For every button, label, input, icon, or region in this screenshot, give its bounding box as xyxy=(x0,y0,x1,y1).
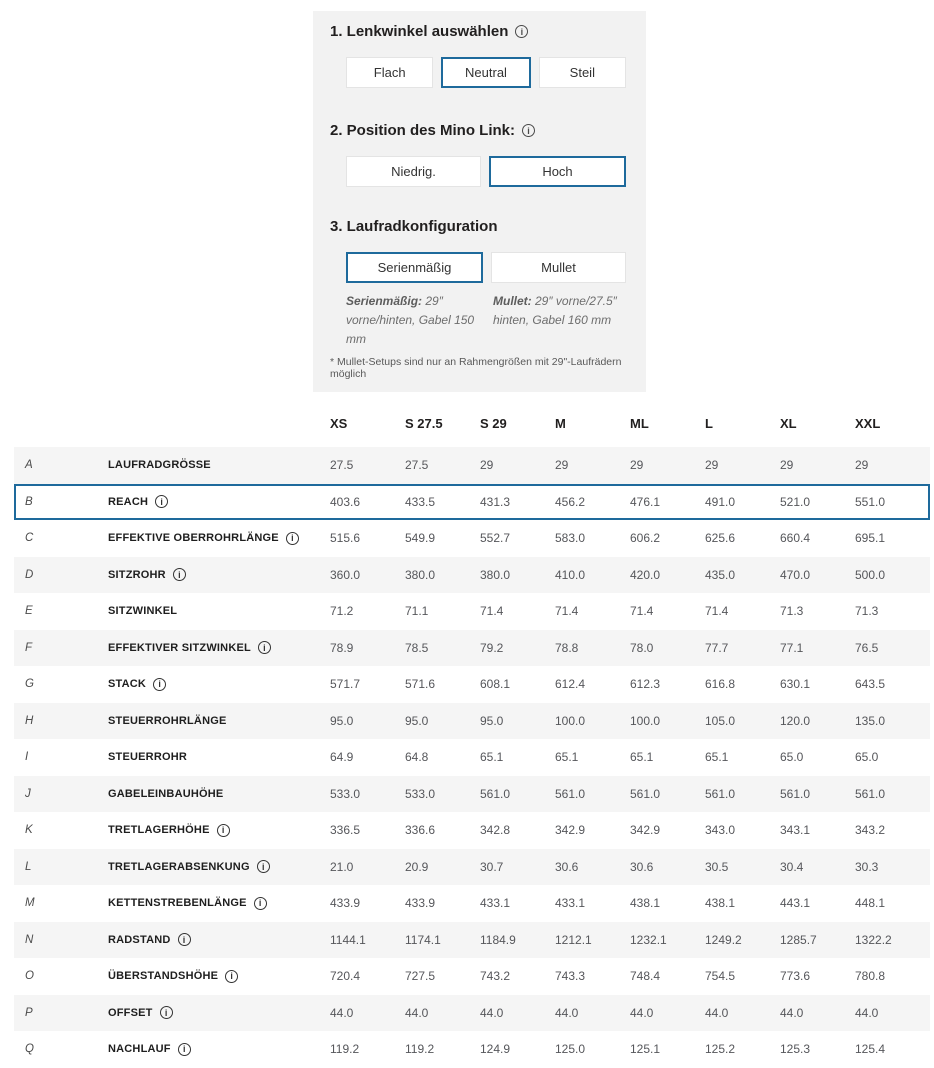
row-value: 78.0 xyxy=(630,640,654,655)
row-value: 71.4 xyxy=(630,604,654,619)
row-value: 29 xyxy=(705,458,719,473)
row-value: 125.4 xyxy=(855,1042,886,1057)
row-value: 561.0 xyxy=(855,786,886,801)
info-icon[interactable]: i xyxy=(160,1006,173,1019)
row-value: 606.2 xyxy=(630,531,661,546)
row-value: 533.0 xyxy=(330,786,361,801)
row-value: 77.7 xyxy=(705,640,729,655)
step-2-title xyxy=(330,122,646,139)
row-value: 78.8 xyxy=(555,640,579,655)
option-steil[interactable]: Steil xyxy=(539,57,626,88)
row-value: 119.2 xyxy=(330,1042,360,1057)
row-label-text: RADSTAND xyxy=(108,933,171,946)
row-value: 71.3 xyxy=(855,604,879,619)
row-value: 1322.2 xyxy=(855,932,892,947)
row-value: 71.4 xyxy=(555,604,579,619)
row-value: 44.0 xyxy=(780,1005,804,1020)
row-label xyxy=(108,788,330,800)
row-value: 660.4 xyxy=(780,531,811,546)
column-header-xxl: XXL xyxy=(855,416,881,431)
row-letter: J xyxy=(25,787,31,800)
row-label-text: TRETLAGERABSENKUNG xyxy=(108,860,250,873)
step-1-title xyxy=(330,23,646,40)
row-value: 71.4 xyxy=(705,604,729,619)
row-label-text: KETTENSTREBENLÄNGE xyxy=(108,897,247,910)
row-value: 44.0 xyxy=(705,1005,729,1020)
row-value: 438.1 xyxy=(705,896,736,911)
column-header-s-29: S 29 xyxy=(480,416,507,431)
serienmaessig-description-prefix: Serienmäßig: xyxy=(346,294,423,308)
option-serienmaessig[interactable]: Serienmäßig xyxy=(346,252,483,283)
row-label-text: GABELEINBAUHÖHE xyxy=(108,787,224,800)
row-letter: H xyxy=(25,714,34,727)
row-value: 561.0 xyxy=(780,786,811,801)
row-value: 748.4 xyxy=(630,969,661,984)
row-label-text: NACHLAUF xyxy=(108,1043,171,1056)
row-value: 27.5 xyxy=(330,458,354,473)
column-header-l: L xyxy=(705,416,713,431)
row-label-text: SITZROHR xyxy=(108,568,166,581)
row-label xyxy=(108,970,330,983)
geo-row-N[interactable] xyxy=(14,922,930,959)
row-label-text: EFFEKTIVER SITZWINKEL xyxy=(108,641,251,654)
row-value: 71.1 xyxy=(405,604,429,619)
row-value: 21.0 xyxy=(330,859,354,874)
row-value: 561.0 xyxy=(630,786,661,801)
row-value: 27.5 xyxy=(405,458,429,473)
row-value: 561.0 xyxy=(705,786,736,801)
row-value: 643.5 xyxy=(855,677,886,692)
row-value: 30.5 xyxy=(705,859,729,874)
row-value: 583.0 xyxy=(555,531,586,546)
row-value: 433.9 xyxy=(405,896,436,911)
option-mullet[interactable]: Mullet xyxy=(491,252,626,283)
row-value: 476.1 xyxy=(630,494,661,509)
row-label xyxy=(108,641,330,654)
row-value: 571.6 xyxy=(405,677,436,692)
row-value: 630.1 xyxy=(780,677,811,692)
row-value: 612.3 xyxy=(630,677,661,692)
row-value: 95.0 xyxy=(480,713,504,728)
row-letter: I xyxy=(25,751,29,764)
row-value: 608.1 xyxy=(480,677,511,692)
info-icon[interactable]: i xyxy=(153,678,166,691)
row-label xyxy=(108,751,330,763)
option-niedrig[interactable]: Niedrig. xyxy=(346,156,481,187)
row-value: 780.8 xyxy=(855,969,886,984)
column-header-m: M xyxy=(555,416,566,431)
row-value: 30.6 xyxy=(630,859,654,874)
row-label xyxy=(108,678,330,691)
row-label xyxy=(108,459,330,471)
row-letter: C xyxy=(25,532,34,545)
row-value: 500.0 xyxy=(855,567,886,582)
row-value: 433.9 xyxy=(330,896,361,911)
row-value: 552.7 xyxy=(480,531,511,546)
row-letter: K xyxy=(25,824,33,837)
row-value: 431.3 xyxy=(480,494,511,509)
row-value: 44.0 xyxy=(630,1005,654,1020)
row-letter: A xyxy=(25,459,33,472)
row-value: 616.8 xyxy=(705,677,736,692)
geo-row-H[interactable] xyxy=(14,703,930,740)
row-label-text: STEUERROHR xyxy=(108,751,188,764)
row-value: 125.2 xyxy=(705,1042,736,1057)
row-value: 403.6 xyxy=(330,494,361,509)
option-flach[interactable]: Flach xyxy=(346,57,433,88)
geo-row-D[interactable] xyxy=(14,557,930,594)
geo-row-E[interactable] xyxy=(14,593,930,630)
row-label xyxy=(108,860,330,873)
row-label-text: ÜBERSTANDSHÖHE xyxy=(108,970,219,983)
geo-row-C[interactable] xyxy=(14,520,930,557)
row-value: 105.0 xyxy=(705,713,736,728)
row-value: 95.0 xyxy=(330,713,354,728)
row-letter: Q xyxy=(25,1043,34,1056)
row-value: 360.0 xyxy=(330,567,361,582)
row-value: 561.0 xyxy=(555,786,586,801)
row-value: 100.0 xyxy=(555,713,586,728)
column-header-xl: XL xyxy=(780,416,797,431)
serienmaessig-description xyxy=(346,292,479,350)
row-value: 410.0 xyxy=(555,567,586,582)
option-hoch[interactable]: Hoch xyxy=(489,156,626,187)
row-value: 448.1 xyxy=(855,896,886,911)
row-value: 77.1 xyxy=(780,640,804,655)
row-value: 433.1 xyxy=(555,896,586,911)
row-value: 64.8 xyxy=(405,750,429,765)
row-value: 65.1 xyxy=(630,750,654,765)
row-value: 551.0 xyxy=(855,494,886,509)
info-icon[interactable]: i xyxy=(257,860,270,873)
row-value: 44.0 xyxy=(480,1005,504,1020)
row-value: 65.1 xyxy=(705,750,729,765)
info-icon[interactable]: i xyxy=(178,933,191,946)
row-value: 470.0 xyxy=(780,567,811,582)
mullet-description-text: 29″ vorne/27.5″ hinten, Gabel 160 mm xyxy=(493,294,617,328)
row-value: 743.3 xyxy=(555,969,586,984)
row-value: 533.0 xyxy=(405,786,436,801)
row-letter: E xyxy=(25,605,33,618)
row-value: 435.0 xyxy=(705,567,736,582)
row-value: 343.2 xyxy=(855,823,886,838)
row-value: 65.0 xyxy=(855,750,879,765)
row-value: 125.1 xyxy=(630,1042,661,1057)
info-icon[interactable]: i xyxy=(217,824,230,837)
wheel-config-descriptions xyxy=(346,292,626,350)
row-value: 44.0 xyxy=(405,1005,429,1020)
row-label-text: EFFEKTIVE OBERROHRLÄNGE xyxy=(108,532,279,545)
row-value: 456.2 xyxy=(555,494,586,509)
info-icon[interactable]: i xyxy=(515,25,528,38)
geo-row-P[interactable] xyxy=(14,995,930,1032)
row-label xyxy=(108,1006,330,1019)
row-value: 29 xyxy=(780,458,794,473)
row-value: 336.5 xyxy=(330,823,361,838)
option-neutral[interactable]: Neutral xyxy=(441,57,530,88)
row-value: 380.0 xyxy=(405,567,436,582)
geo-row-L[interactable] xyxy=(14,849,930,886)
row-letter: P xyxy=(25,1006,33,1019)
lenkwinkel-options xyxy=(346,57,626,88)
row-value: 135.0 xyxy=(855,713,886,728)
wheel-config-options xyxy=(346,252,626,283)
geo-row-G[interactable] xyxy=(14,666,930,703)
geometry-table xyxy=(14,400,930,1068)
row-value: 78.9 xyxy=(330,640,354,655)
geo-row-A[interactable] xyxy=(14,447,930,484)
step-3-title-text: 3. Laufradkonfiguration xyxy=(330,218,498,235)
row-value: 29 xyxy=(855,458,869,473)
geo-row-I[interactable] xyxy=(14,739,930,776)
geo-row-O[interactable] xyxy=(14,958,930,995)
row-value: 695.1 xyxy=(855,531,886,546)
info-icon[interactable]: i xyxy=(254,897,267,910)
row-value: 342.8 xyxy=(480,823,511,838)
row-value: 491.0 xyxy=(705,494,736,509)
row-letter: M xyxy=(25,897,35,910)
row-value: 20.9 xyxy=(405,859,429,874)
row-value: 343.1 xyxy=(780,823,811,838)
row-value: 612.4 xyxy=(555,677,586,692)
row-letter: D xyxy=(25,568,34,581)
row-value: 433.1 xyxy=(480,896,511,911)
row-label xyxy=(108,933,330,946)
row-value: 65.1 xyxy=(555,750,579,765)
row-label-text: SITZWINKEL xyxy=(108,605,178,618)
row-value: 443.1 xyxy=(780,896,811,911)
step-2-title-text: 2. Position des Mino Link: xyxy=(330,122,516,139)
row-value: 561.0 xyxy=(480,786,511,801)
row-value: 515.6 xyxy=(330,531,361,546)
row-label-text: STACK xyxy=(108,678,147,691)
row-value: 1232.1 xyxy=(630,932,667,947)
info-icon[interactable]: i xyxy=(522,124,535,137)
mullet-footnote: * Mullet-Setups sind nur an Rahmengrößen mit 29"-Laufrädern möglich xyxy=(330,356,622,380)
row-value: 79.2 xyxy=(480,640,504,655)
row-label xyxy=(108,605,330,617)
row-label-text: TRETLAGERHÖHE xyxy=(108,824,210,837)
info-icon[interactable]: i xyxy=(225,970,238,983)
row-value: 1174.1 xyxy=(405,932,441,947)
info-icon[interactable]: i xyxy=(178,1043,191,1056)
row-value: 571.7 xyxy=(330,677,361,692)
row-value: 720.4 xyxy=(330,969,361,984)
column-header-ml: ML xyxy=(630,416,649,431)
row-value: 124.9 xyxy=(480,1042,511,1057)
row-letter: O xyxy=(25,970,34,983)
row-label xyxy=(108,897,330,910)
row-value: 380.0 xyxy=(480,567,511,582)
info-icon[interactable]: i xyxy=(286,532,299,545)
row-value: 78.5 xyxy=(405,640,429,655)
info-icon[interactable]: i xyxy=(258,641,271,654)
info-icon[interactable]: i xyxy=(173,568,186,581)
geo-row-J[interactable] xyxy=(14,776,930,813)
row-letter: G xyxy=(25,678,34,691)
row-value: 44.0 xyxy=(330,1005,354,1020)
row-value: 342.9 xyxy=(555,823,586,838)
mullet-description xyxy=(493,292,626,350)
serienmaessig-description-text: 29″ vorne/hinten, Gabel 150 mm xyxy=(346,294,475,347)
row-value: 1249.2 xyxy=(705,932,742,947)
mino-link-options xyxy=(346,156,626,187)
row-letter: B xyxy=(25,495,33,508)
row-value: 30.7 xyxy=(480,859,504,874)
geo-row-K[interactable] xyxy=(14,812,930,849)
row-value: 743.2 xyxy=(480,969,511,984)
row-value: 1285.7 xyxy=(780,932,817,947)
row-label xyxy=(108,532,330,545)
geo-table-body xyxy=(14,447,930,1068)
row-letter: N xyxy=(25,933,34,946)
geo-row-Q[interactable] xyxy=(14,1031,930,1068)
row-value: 420.0 xyxy=(630,567,661,582)
info-icon[interactable]: i xyxy=(155,495,168,508)
row-value: 773.6 xyxy=(780,969,811,984)
row-value: 120.0 xyxy=(780,713,811,728)
column-header-s-27-5: S 27.5 xyxy=(405,416,443,431)
row-value: 64.9 xyxy=(330,750,354,765)
geo-row-M[interactable] xyxy=(14,885,930,922)
row-value: 30.4 xyxy=(780,859,804,874)
row-value: 71.2 xyxy=(330,604,354,619)
row-value: 625.6 xyxy=(705,531,736,546)
column-header-xs: XS xyxy=(330,416,348,431)
row-value: 336.6 xyxy=(405,823,436,838)
row-value: 521.0 xyxy=(780,494,811,509)
row-label-text: LAUFRADGRÖSSE xyxy=(108,459,211,472)
row-value: 125.3 xyxy=(780,1042,811,1057)
row-value: 727.5 xyxy=(405,969,436,984)
row-value: 1212.1 xyxy=(555,932,592,947)
row-value: 29 xyxy=(555,458,569,473)
row-value: 71.4 xyxy=(480,604,504,619)
row-value: 342.9 xyxy=(630,823,661,838)
mullet-description-prefix: Mullet: xyxy=(493,294,532,308)
row-value: 95.0 xyxy=(405,713,429,728)
row-label xyxy=(108,495,330,508)
geo-row-B[interactable] xyxy=(14,484,930,521)
row-value: 549.9 xyxy=(405,531,436,546)
row-label xyxy=(108,1043,330,1056)
row-value: 76.5 xyxy=(855,640,879,655)
row-value: 433.5 xyxy=(405,494,436,509)
geo-row-F[interactable] xyxy=(14,630,930,667)
row-letter: L xyxy=(25,860,32,873)
row-value: 44.0 xyxy=(555,1005,579,1020)
row-value: 438.1 xyxy=(630,896,661,911)
row-value: 754.5 xyxy=(705,969,736,984)
row-value: 29 xyxy=(480,458,494,473)
step-1-title-text: 1. Lenkwinkel auswählen xyxy=(330,23,509,40)
row-letter: F xyxy=(25,641,33,654)
row-label xyxy=(108,715,330,727)
configurator-panel xyxy=(313,11,646,392)
row-value: 30.3 xyxy=(855,859,879,874)
row-value: 65.1 xyxy=(480,750,504,765)
row-value: 65.0 xyxy=(780,750,804,765)
row-value: 125.0 xyxy=(555,1042,586,1057)
row-label xyxy=(108,824,330,837)
row-value: 44.0 xyxy=(855,1005,879,1020)
row-label xyxy=(108,568,330,581)
row-value: 1184.9 xyxy=(480,932,516,947)
row-label-text: STEUERROHRLÄNGE xyxy=(108,714,227,727)
row-label-text: REACH xyxy=(108,495,149,508)
row-value: 119.2 xyxy=(405,1042,435,1057)
geo-table-header xyxy=(14,400,930,447)
row-value: 343.0 xyxy=(705,823,736,838)
row-value: 71.3 xyxy=(780,604,804,619)
row-value: 1144.1 xyxy=(330,932,366,947)
row-value: 29 xyxy=(630,458,644,473)
step-3-title xyxy=(330,218,646,235)
row-value: 30.6 xyxy=(555,859,579,874)
row-label-text: OFFSET xyxy=(108,1006,153,1019)
row-value: 100.0 xyxy=(630,713,661,728)
